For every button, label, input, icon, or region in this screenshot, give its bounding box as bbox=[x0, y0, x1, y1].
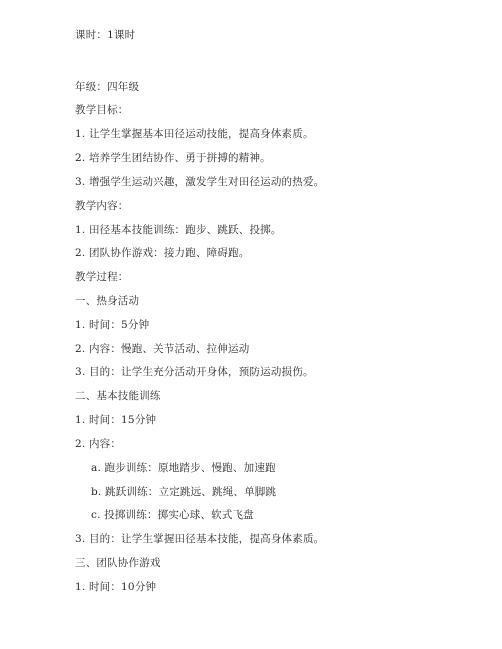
skills-subitem-running: a. 跑步训练：原地踏步、慢跑、加速跑 bbox=[91, 462, 276, 474]
content-item-1: 1. 田径基本技能训练：跑步、跳跃、投掷。 bbox=[75, 224, 282, 236]
skills-subitem-throwing: c. 投掷训练：掷实心球、软式飞盘 bbox=[91, 509, 254, 521]
warmup-item-purpose: 3. 目的：让学生充分活动开身体，预防运动损伤。 bbox=[75, 366, 314, 378]
warmup-item-content: 2. 内容：慢跑、关节活动、拉伸运动 bbox=[75, 343, 250, 355]
skills-item-content: 2. 内容： bbox=[75, 438, 122, 450]
team-games-item-time: 1. 时间：10分钟 bbox=[75, 581, 157, 593]
text-line-class-hours: 课时：1课时 bbox=[75, 29, 136, 41]
skills-item-purpose: 3. 目的：让学生掌握田径基本技能，提高身体素质。 bbox=[75, 533, 325, 545]
goal-item-2: 2. 培养学生团结协作、勇于拼搏的精神。 bbox=[75, 152, 271, 164]
heading-teaching-process: 教学过程： bbox=[75, 271, 129, 283]
skills-item-time: 1. 时间：15分钟 bbox=[75, 414, 157, 426]
section-heading-team-games: 三、团队协作游戏 bbox=[75, 557, 161, 569]
heading-teaching-content: 教学内容： bbox=[75, 200, 129, 212]
section-heading-warmup: 一、热身活动 bbox=[75, 295, 140, 307]
goal-item-1: 1. 让学生掌握基本田径运动技能，提高身体素质。 bbox=[75, 128, 314, 140]
content-item-2: 2. 团队协作游戏：接力跑、障碍跑。 bbox=[75, 247, 250, 259]
section-heading-skills: 二、基本技能训练 bbox=[75, 390, 161, 402]
warmup-item-time: 1. 时间：5分钟 bbox=[75, 319, 150, 331]
heading-teaching-goals: 教学目标： bbox=[75, 104, 129, 116]
text-line-grade: 年级：四年级 bbox=[75, 81, 140, 93]
skills-subitem-jumping: b. 跳跃训练：立定跳远、跳绳、单脚跳 bbox=[91, 486, 277, 498]
goal-item-3: 3. 增强学生运动兴趣，激发学生对田径运动的热爱。 bbox=[75, 176, 325, 188]
